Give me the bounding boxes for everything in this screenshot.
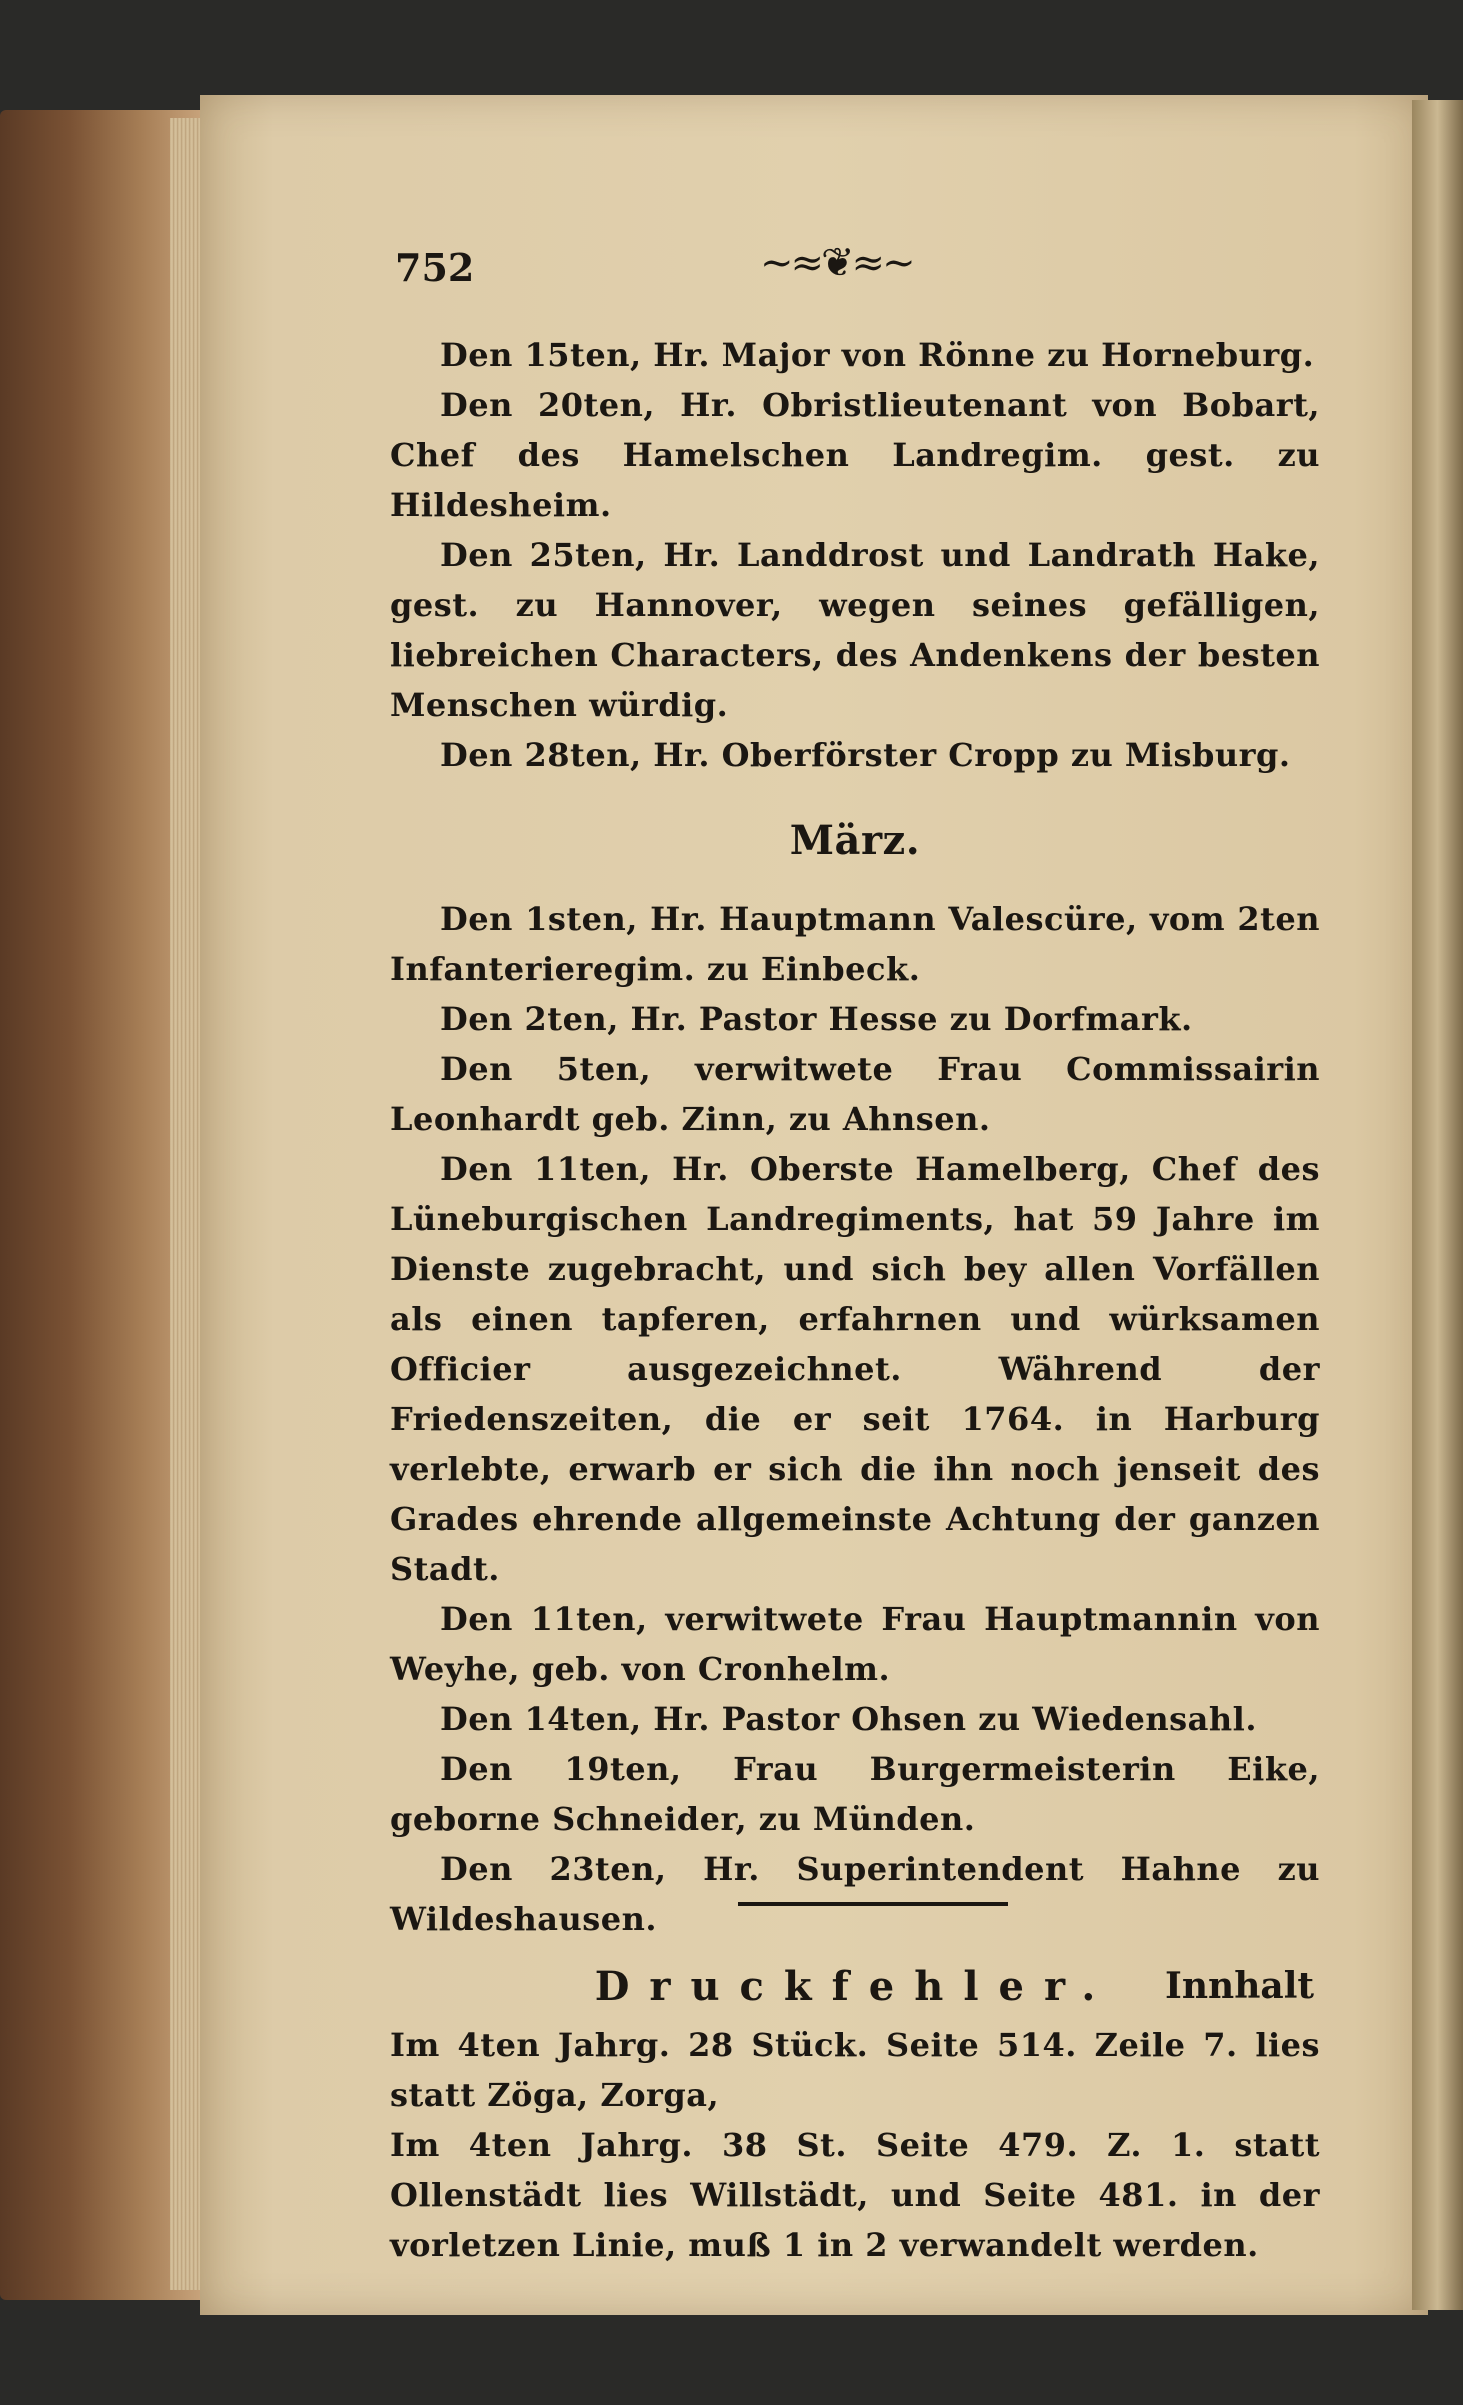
obituary-entry: Den 28ten, Hr. Oberförster Cropp zu Misburg. <box>440 736 1291 774</box>
page-number: 752 <box>395 245 475 290</box>
obituary-entry: Den 2ten, Hr. Pastor Hesse zu Dorfmark. <box>440 1000 1193 1038</box>
obituary-entry: Den 25ten, Hr. Landdrost und Landrath Hake, gest. zu Hannover, wegen seines gefälligen, liebreichen Characters, des Andenkens der besten Menschen würdig. <box>390 536 1320 724</box>
errata-entry: Im 4ten Jahrg. 28 Stück. Seite 514. Zeile 7. lies statt Zöga, Zorga, <box>390 2026 1320 2114</box>
obituary-entry: Den 23ten, Hr. Superintendent Hahne zu Wildeshausen. <box>390 1850 1320 1938</box>
header-ornament: ~≈❦≈~ <box>760 240 913 286</box>
month-heading: März. <box>789 817 921 864</box>
errata-heading: Druckfehler. <box>594 1963 1116 2010</box>
obituary-entry: Den 19ten, Frau Burgermeisterin Eike, geborne Schneider, zu Münden. <box>390 1750 1320 1838</box>
obituary-entry: Den 11ten, verwitwete Frau Hauptmannin von Weyhe, geb. von Cronhelm. <box>390 1600 1320 1688</box>
facing-page-edge <box>1412 100 1463 2310</box>
catchword: Innhalt <box>1165 1965 1314 2007</box>
obituary-entry: Den 15ten, Hr. Major von Rönne zu Horneburg. <box>440 336 1315 374</box>
obituary-entry: Den 20ten, Hr. Obristlieutenant von Bobart, Chef des Hamelschen Landregim. gest. zu Hildesheim. <box>390 386 1320 524</box>
obituary-entry: Den 14ten, Hr. Pastor Ohsen zu Wiedensahl. <box>440 1700 1257 1738</box>
obituary-entry: Den 1sten, Hr. Hauptmann Valescüre, vom 2ten Infanterieregim. zu Einbeck. <box>390 900 1320 988</box>
obituary-entry: Den 11ten, Hr. Oberste Hamelberg, Chef des Lüneburgischen Landregiments, hat 59 Jahre im Dienste zugebracht, und sich bey allen Vorfällen als einen tapferen, erfahrnen und würksamen Officier ausgezeichnet. Während der Friedenszeiten, die er seit 1764. in Harburg verlebte, erwarb er sich die ihn noch jenseit des Grades ehrende allgemeinste Achtung der ganzen Stadt. <box>390 1150 1320 1588</box>
obituary-entry: Den 5ten, verwitwete Frau Commissairin Leonhardt geb. Zinn, zu Ahnsen. <box>390 1050 1320 1138</box>
closing-rule <box>738 1902 1008 1906</box>
errata-entry: Im 4ten Jahrg. 38 St. Seite 479. Z. 1. statt Ollenstädt lies Willstädt, und Seite 481. in der vorletzen Linie, muß 1 in 2 verwandelt werden. <box>390 2126 1320 2264</box>
